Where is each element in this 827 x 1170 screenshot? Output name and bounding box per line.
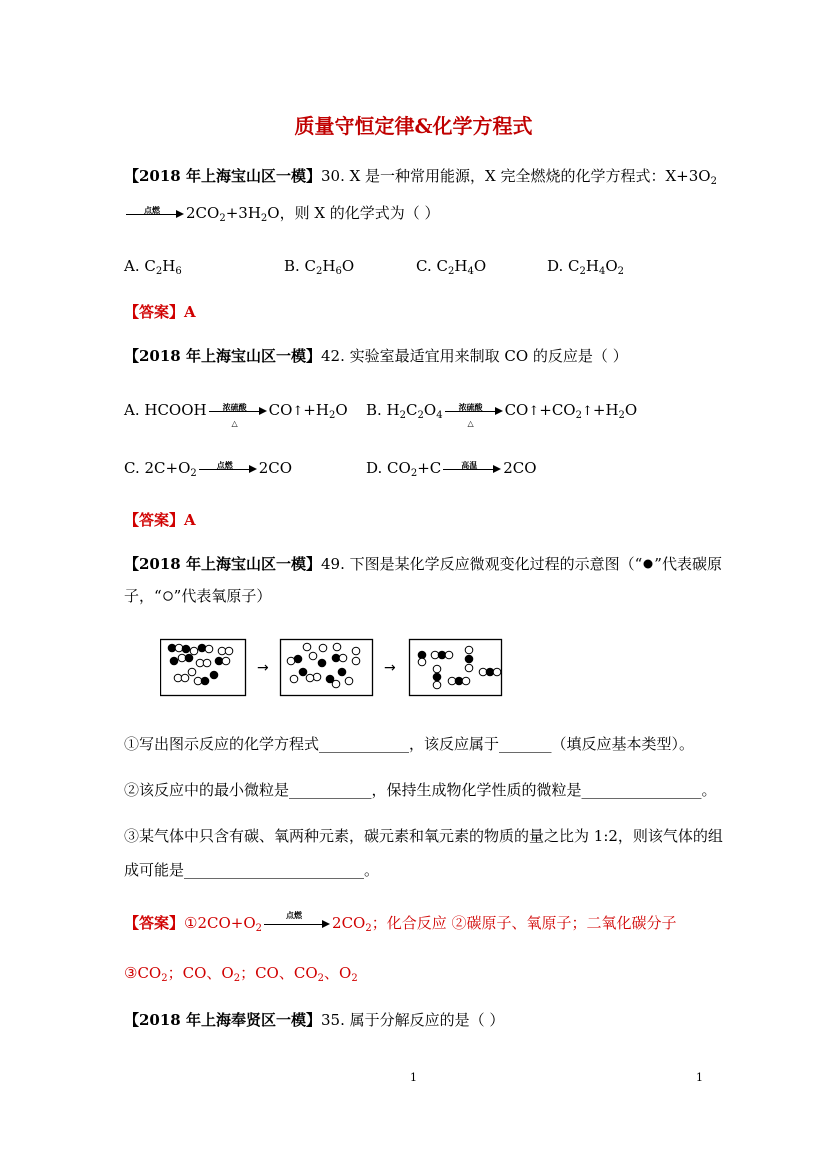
q30-option-b: B. $C_2H_6O$ <box>284 257 355 277</box>
diagram-arrow: → <box>384 660 396 676</box>
reaction-arrow: 高温 <box>443 462 501 476</box>
q30-tag: 【2018 年上海宝山区一模】 <box>124 167 321 185</box>
q42-option-c: C. $2C+O_2$ 点燃 2CO <box>124 459 293 479</box>
diagram-arrow: → <box>257 660 269 676</box>
page-number: 1 <box>410 1071 417 1084</box>
q49-sub2: ②该反应中的最小微粒是___________，保持生成物化学性质的微粒是________________。 <box>124 781 717 799</box>
q35-stem: 【2018 年上海奉贤区一模】35. 属于分解反应的是（ ） <box>124 1011 505 1029</box>
q42-option-d: D. $CO_2+C$ 高温 2CO <box>366 459 537 479</box>
reaction-arrow: 浓硫酸 △ <box>209 404 267 418</box>
q30-line1: 【2018 年上海宝山区一模】30. X 是一种常用能源，X 完全燃烧的化学方程式：$X+3O_2$ <box>124 167 717 187</box>
reaction-arrow: 浓硫酸 △ <box>445 404 503 418</box>
q30-option-c: C. $C_2H_4O$ <box>416 257 487 277</box>
reaction-arrow: 点燃 <box>264 917 330 931</box>
q49-sub1: ①写出图示反应的化学方程式____________，该反应属于_______（填反应基本类型）。 <box>124 735 695 753</box>
page-title: 质量守恒定律&化学方程式 <box>294 114 533 138</box>
q49-answer-line2: $③CO_2$；CO、$O_2$；CO、$CO_2$、$O_2$ <box>124 964 358 984</box>
q30-option-d: D. $C_2H_4O_2$ <box>547 257 625 277</box>
reaction-arrow: 点燃 <box>199 462 257 476</box>
q49-sub3-line1: ③某气体中只含有碳、氧两种元素，碳元素和氧元素的物质的量之比为 1:2，则该气体的组 <box>124 827 723 845</box>
q42-stem: 【2018 年上海宝山区一模】42. 实验室最适宜用来制取 CO 的反应是（ ） <box>124 347 628 365</box>
q42-option-b: B. $H_2C_2O_4$ 浓硫酸 △ $CO↑+CO_2↑+H_2O$ <box>366 401 638 428</box>
reaction-arrow: 点燃 <box>126 207 184 221</box>
oxygen-atom-icon <box>162 590 174 602</box>
q49-sub3-line2: 成可能是________________________。 <box>124 861 380 879</box>
after-box <box>410 640 502 696</box>
q30-line2: 点燃 $2CO_2+3H_2O$，则 X 的化学式为（ ） <box>124 203 440 223</box>
q42-option-a: A. HCOOH 浓硫酸 △ $CO↑+H_2O$ <box>124 401 348 428</box>
q49-stem-line1: 【2018 年上海宝山区一模】49. 下图是某化学反应微观变化过程的示意图（“ ”代表碳原 <box>124 555 722 573</box>
q30-answer: 【答案】A <box>124 303 196 321</box>
q42-answer: 【答案】A <box>124 511 196 529</box>
reaction-diagram <box>160 634 510 700</box>
q49-stem-line2: 子，“ ”代表氧原子） <box>124 587 272 605</box>
carbon-atom-icon <box>642 558 654 570</box>
q49-answer-line1: 【答案】$①2CO+O_2$ 点燃 $2CO_2$；化合反应 ②碳原子、氧原子；二氧化碳分子 <box>124 910 677 934</box>
q30-option-a: A. $C_2H_6$ <box>124 257 182 277</box>
page-number-right: 1 <box>696 1071 703 1084</box>
